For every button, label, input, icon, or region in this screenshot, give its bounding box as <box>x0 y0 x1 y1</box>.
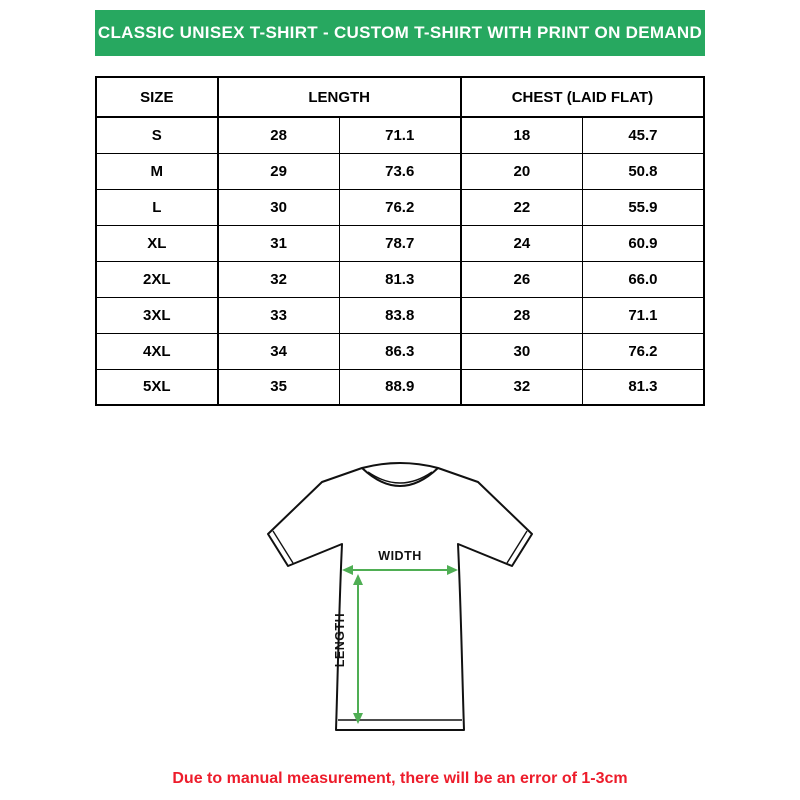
length-in-cell: 28 <box>218 117 340 153</box>
page-title: CLASSIC UNISEX T-SHIRT - CUSTOM T-SHIRT WITH PRINT ON DEMAND <box>97 23 703 42</box>
chest-cm-cell: 45.7 <box>582 117 704 153</box>
size-chart-table <box>95 76 705 406</box>
table-row <box>96 225 704 261</box>
chest-in-cell: 18 <box>461 117 583 153</box>
chest-in-cell: 20 <box>461 153 583 189</box>
length-in-cell: 35 <box>218 369 340 405</box>
column-header-size: SIZE <box>96 77 218 117</box>
chest-cm-cell: 81.3 <box>582 369 704 405</box>
length-in-cell: 30 <box>218 189 340 225</box>
size-label: 5XL <box>96 369 218 405</box>
chest-cm-cell: 55.9 <box>582 189 704 225</box>
length-cm-cell: 88.9 <box>339 369 461 405</box>
length-cm-cell: 78.7 <box>339 225 461 261</box>
size-label: 2XL <box>96 261 218 297</box>
length-cm-cell: 83.8 <box>339 297 461 333</box>
table-row <box>96 189 704 225</box>
length-cm-cell: 76.2 <box>339 189 461 225</box>
table-row <box>96 333 704 369</box>
table-row <box>96 117 704 153</box>
size-label: 3XL <box>96 297 218 333</box>
table-header-row <box>96 77 704 117</box>
title-banner <box>95 10 705 56</box>
tshirt-outline <box>268 463 532 730</box>
size-label: S <box>96 117 218 153</box>
length-cm-cell: 86.3 <box>339 333 461 369</box>
length-cm-cell: 81.3 <box>339 261 461 297</box>
chest-in-cell: 30 <box>461 333 583 369</box>
chest-in-cell: 24 <box>461 225 583 261</box>
length-cm-cell: 71.1 <box>339 117 461 153</box>
chest-cm-cell: 71.1 <box>582 297 704 333</box>
table-row <box>96 153 704 189</box>
chest-cm-cell: 66.0 <box>582 261 704 297</box>
length-cm-cell: 73.6 <box>339 153 461 189</box>
tshirt-diagram <box>250 448 550 748</box>
chest-in-cell: 22 <box>461 189 583 225</box>
column-header-length: LENGTH <box>218 77 461 117</box>
chest-cm-cell: 60.9 <box>582 225 704 261</box>
table-row <box>96 369 704 405</box>
tshirt-measurement-svg <box>250 448 550 748</box>
chest-in-cell: 28 <box>461 297 583 333</box>
chest-cm-cell: 76.2 <box>582 333 704 369</box>
chest-in-cell: 32 <box>461 369 583 405</box>
size-label: XL <box>96 225 218 261</box>
width-label: WIDTH <box>378 549 422 563</box>
length-in-cell: 29 <box>218 153 340 189</box>
chest-in-cell: 26 <box>461 261 583 297</box>
length-label: LENGTH <box>333 612 347 668</box>
length-in-cell: 34 <box>218 333 340 369</box>
size-label: 4XL <box>96 333 218 369</box>
length-in-cell: 33 <box>218 297 340 333</box>
table-row <box>96 261 704 297</box>
size-label: M <box>96 153 218 189</box>
column-header-chest: CHEST (LAID FLAT) <box>461 77 704 117</box>
length-in-cell: 32 <box>218 261 340 297</box>
size-label: L <box>96 189 218 225</box>
measurement-note: Due to manual measurement, there will be an error of 1-3cm <box>172 770 628 787</box>
length-in-cell: 31 <box>218 225 340 261</box>
table-row <box>96 297 704 333</box>
chest-cm-cell: 50.8 <box>582 153 704 189</box>
